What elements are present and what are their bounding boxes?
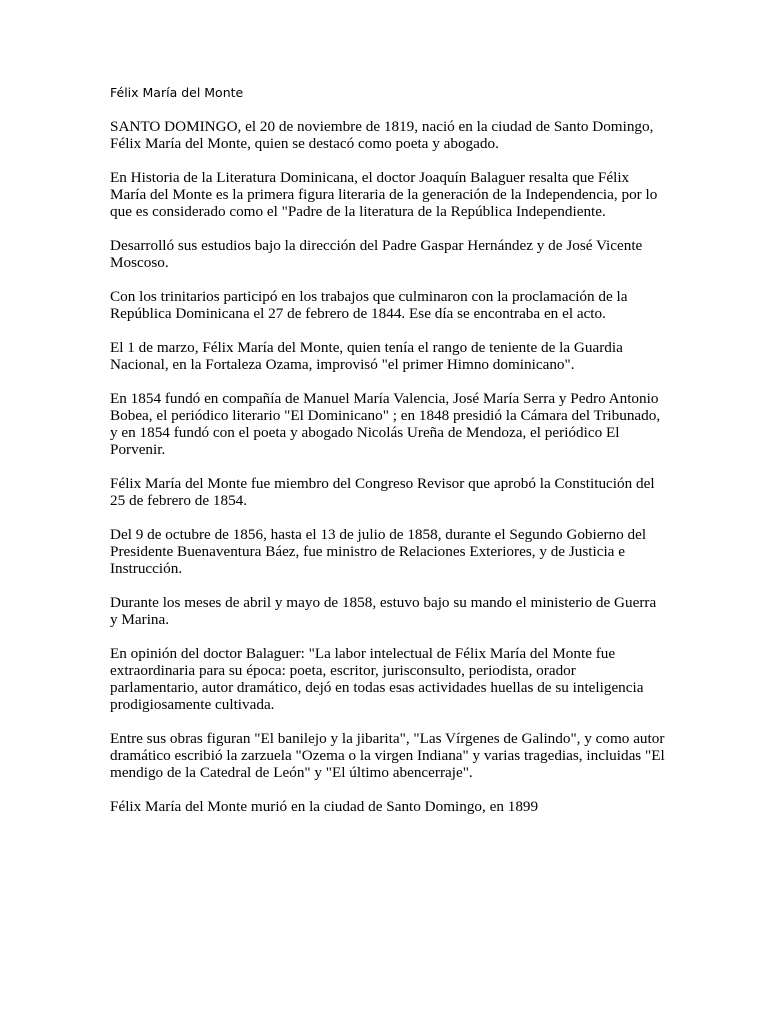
paragraph-studies: Desarrolló sus estudios bajo la dirección del Padre Gaspar Hernández y de José Vicente Moscoso. (110, 237, 643, 271)
paragraph-works: Entre sus obras figuran "El banilejo y la jibarita", "Las Vírgenes de Galindo", y como autor dramático escribió la zarzuela "Ozema o la virgen Indiana" y varias tragedias, incluidas "El mendigo de la Catedral de León" y "El último abencerraje". (110, 730, 665, 781)
paragraph-war-ministry: Durante los meses de abril y mayo de 1858, estuvo bajo su mando el ministerio de Guerra y Marina. (110, 594, 657, 628)
paragraph-balaguer-opinion: En opinión del doctor Balaguer: "La labor intelectual de Félix María del Monte fue extraordinaria para su época: poeta, escritor, jurisconsulto, periodista, orador parlamentario, autor dramático, dejó en todas esas actividades huellas de su inteligencia prodigiosamente cultivada. (110, 645, 644, 713)
paragraph-death: Félix María del Monte murió en la ciudad de Santo Domingo, en 1899 (110, 798, 539, 815)
paragraph-first-anthem: El 1 de marzo, Félix María del Monte, quien tenía el rango de teniente de la Guardia Nacional, en la Fortaleza Ozama, improvisó "el primer Himno dominicano". (110, 339, 623, 373)
paragraph-newspapers: En 1854 fundó en compañía de Manuel María Valencia, José María Serra y Pedro Antonio Bobea, el periódico literario "El Dominicano" ; en 1848 presidió la Cámara del Tribunado, y en 1854 fundó con el poeta y abogado Nicolás Ureña de Mendoza, el periódico El Porvenir. (110, 390, 661, 458)
paragraph-birth: SANTO DOMINGO, el 20 de noviembre de 1819, nació en la ciudad de Santo Domingo, Félix María del Monte, quien se destacó como poeta y abogado. (110, 118, 654, 152)
paragraph-trinitarios: Con los trinitarios participó en los trabajos que culminaron con la proclamación de la República Dominicana el 27 de febrero de 1844. Ese día se encontraba en el acto. (110, 288, 628, 322)
paragraph-literary-history: En Historia de la Literatura Dominicana, el doctor Joaquín Balaguer resalta que Félix María del Monte es la primera figura literaria de la generación de la Independencia, por lo que es considerado como el "Padre de la literatura de la República Independiente. (110, 169, 658, 220)
document-title: Félix María del Monte (110, 85, 244, 100)
document-body (110, 118, 665, 832)
paragraph-minister: Del 9 de octubre de 1856, hasta el 13 de julio de 1858, durante el Segundo Gobierno del Presidente Buenaventura Báez, fue ministro de Relaciones Exteriores, y de Justicia e Instrucción. (110, 526, 647, 577)
paragraph-congress: Félix María del Monte fue miembro del Congreso Revisor que aprobó la Constitución del 25 de febrero de 1854. (110, 475, 655, 509)
